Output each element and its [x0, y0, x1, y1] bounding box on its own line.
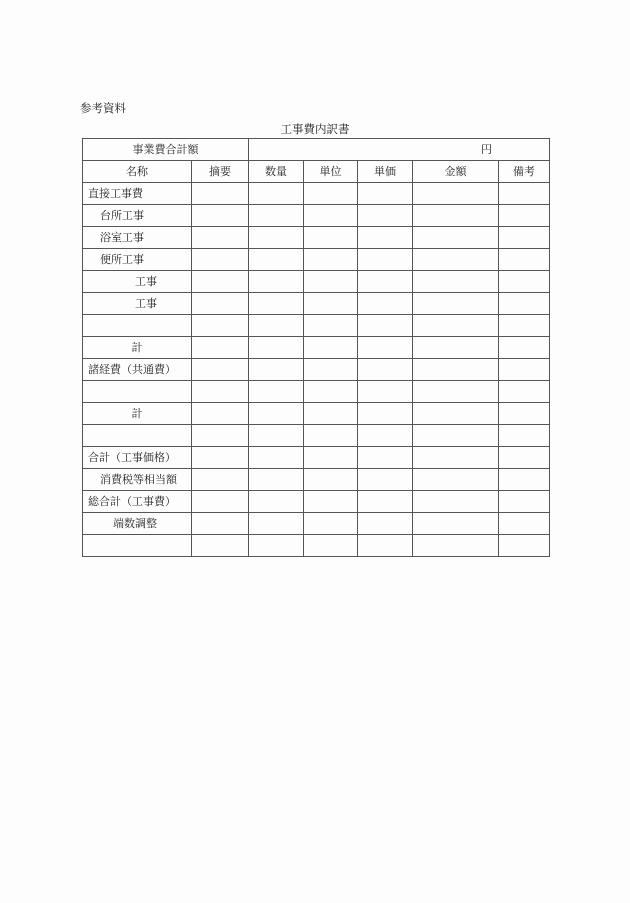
table-row: [83, 337, 550, 359]
unit-price-cell[interactable]: [358, 183, 413, 205]
quantity-cell[interactable]: [249, 491, 304, 513]
unit-cell[interactable]: [304, 535, 358, 557]
unit-price-cell[interactable]: [358, 337, 413, 359]
amount-cell[interactable]: [413, 293, 499, 315]
amount-cell[interactable]: [413, 469, 499, 491]
summary-cell[interactable]: [192, 447, 249, 469]
unit-cell[interactable]: [304, 491, 358, 513]
summary-amount-cell[interactable]: [249, 139, 550, 161]
quantity-cell[interactable]: [249, 337, 304, 359]
amount-cell[interactable]: [413, 447, 499, 469]
name-cell: 諸経費（共通費）: [83, 359, 192, 381]
unit-price-cell[interactable]: [358, 491, 413, 513]
table-row: [83, 183, 550, 205]
name-cell: 消費税等相当額: [83, 469, 192, 491]
amount-cell[interactable]: [413, 359, 499, 381]
remarks-cell[interactable]: [499, 271, 550, 293]
remarks-cell[interactable]: [499, 513, 550, 535]
quantity-cell[interactable]: [249, 271, 304, 293]
remarks-cell[interactable]: [499, 315, 550, 337]
remarks-cell[interactable]: [499, 491, 550, 513]
table-row: [83, 535, 550, 557]
unit-cell[interactable]: [304, 425, 358, 447]
unit-cell[interactable]: [304, 227, 358, 249]
table-row: [83, 491, 550, 513]
col-header-summary: 摘要: [192, 161, 249, 183]
unit-cell[interactable]: [304, 183, 358, 205]
unit-price-cell[interactable]: [358, 469, 413, 491]
unit-price-cell[interactable]: [358, 271, 413, 293]
remarks-cell[interactable]: [499, 535, 550, 557]
name-cell: 合計（工事価格）: [83, 447, 192, 469]
summary-cell[interactable]: [192, 403, 249, 425]
quantity-cell[interactable]: [249, 359, 304, 381]
quantity-cell[interactable]: [249, 293, 304, 315]
remarks-cell[interactable]: [499, 447, 550, 469]
amount-cell[interactable]: [413, 513, 499, 535]
quantity-cell[interactable]: [249, 227, 304, 249]
remarks-cell[interactable]: [499, 227, 550, 249]
summary-cell[interactable]: [192, 249, 249, 271]
summary-cell[interactable]: [192, 513, 249, 535]
remarks-cell[interactable]: [499, 359, 550, 381]
summary-cell[interactable]: [192, 227, 249, 249]
remarks-cell[interactable]: [499, 337, 550, 359]
col-header-name: 名称: [83, 161, 192, 183]
unit-cell[interactable]: [304, 403, 358, 425]
table-row: [83, 403, 550, 425]
name-cell: 直接工事費: [83, 183, 192, 205]
unit-price-cell[interactable]: [358, 227, 413, 249]
table-row: [83, 293, 550, 315]
quantity-cell[interactable]: [249, 249, 304, 271]
unit-cell[interactable]: [304, 359, 358, 381]
amount-cell[interactable]: [413, 535, 499, 557]
name-cell: 工事: [83, 271, 192, 293]
summary-label: 事業費合計額: [83, 139, 249, 161]
unit-price-cell[interactable]: [358, 513, 413, 535]
name-cell: 総合計（工事費）: [83, 491, 192, 513]
quantity-cell[interactable]: [249, 513, 304, 535]
amount-cell[interactable]: [413, 227, 499, 249]
table-row: [83, 359, 550, 381]
yen-unit: 円: [481, 143, 492, 156]
summary-row: [83, 139, 550, 161]
cost-breakdown-table: [82, 138, 550, 557]
table-row: [83, 381, 550, 403]
unit-cell[interactable]: [304, 337, 358, 359]
amount-cell[interactable]: [413, 183, 499, 205]
unit-price-cell[interactable]: [358, 403, 413, 425]
document-title: 工事費内訳書: [280, 122, 350, 136]
table-row: [83, 315, 550, 337]
table-row: [83, 447, 550, 469]
summary-cell[interactable]: [192, 535, 249, 557]
unit-price-cell[interactable]: [358, 293, 413, 315]
amount-cell[interactable]: [413, 271, 499, 293]
name-cell: 計: [83, 403, 192, 425]
table-row: [83, 469, 550, 491]
name-cell: 工事: [83, 293, 192, 315]
unit-price-cell[interactable]: [358, 359, 413, 381]
amount-cell[interactable]: [413, 249, 499, 271]
summary-cell[interactable]: [192, 491, 249, 513]
unit-cell[interactable]: [304, 469, 358, 491]
amount-cell[interactable]: [413, 381, 499, 403]
quantity-cell[interactable]: [249, 469, 304, 491]
unit-cell[interactable]: [304, 293, 358, 315]
summary-cell[interactable]: [192, 425, 249, 447]
summary-cell[interactable]: [192, 205, 249, 227]
unit-cell[interactable]: [304, 205, 358, 227]
name-cell: 便所工事: [83, 249, 192, 271]
summary-cell[interactable]: [192, 293, 249, 315]
quantity-cell[interactable]: [249, 425, 304, 447]
quantity-cell[interactable]: [249, 381, 304, 403]
quantity-cell[interactable]: [249, 535, 304, 557]
remarks-cell[interactable]: [499, 425, 550, 447]
name-cell: 計: [83, 337, 192, 359]
amount-cell[interactable]: [413, 425, 499, 447]
name-cell: 台所工事: [83, 205, 192, 227]
remarks-cell[interactable]: [499, 293, 550, 315]
summary-cell[interactable]: [192, 381, 249, 403]
unit-cell[interactable]: [304, 447, 358, 469]
remarks-cell[interactable]: [499, 403, 550, 425]
col-header-unit-price: 単価: [358, 161, 413, 183]
unit-price-cell[interactable]: [358, 535, 413, 557]
remarks-cell[interactable]: [499, 183, 550, 205]
amount-cell[interactable]: [413, 491, 499, 513]
col-header-amount: 金額: [413, 161, 499, 183]
unit-cell[interactable]: [304, 271, 358, 293]
table-row: [83, 271, 550, 293]
table-row: [83, 425, 550, 447]
table-row: [83, 249, 550, 271]
summary-cell[interactable]: [192, 271, 249, 293]
amount-cell[interactable]: [413, 403, 499, 425]
name-cell: 浴室工事: [83, 227, 192, 249]
quantity-cell[interactable]: [249, 403, 304, 425]
amount-cell[interactable]: [413, 337, 499, 359]
name-cell: [83, 315, 192, 337]
amount-cell[interactable]: [413, 315, 499, 337]
unit-price-cell[interactable]: [358, 381, 413, 403]
table-row: [83, 205, 550, 227]
summary-cell[interactable]: [192, 315, 249, 337]
name-cell: [83, 425, 192, 447]
remarks-cell[interactable]: [499, 381, 550, 403]
unit-cell[interactable]: [304, 513, 358, 535]
remarks-cell[interactable]: [499, 469, 550, 491]
unit-cell[interactable]: [304, 315, 358, 337]
table-row: [83, 227, 550, 249]
col-header-quantity: 数量: [249, 161, 304, 183]
quantity-cell[interactable]: [249, 315, 304, 337]
unit-price-cell[interactable]: [358, 425, 413, 447]
name-cell: [83, 381, 192, 403]
unit-cell[interactable]: [304, 249, 358, 271]
name-cell: 端数調整: [83, 513, 192, 535]
quantity-cell[interactable]: [249, 205, 304, 227]
summary-cell[interactable]: [192, 359, 249, 381]
name-cell: [83, 535, 192, 557]
remarks-cell[interactable]: [499, 205, 550, 227]
table-row: [83, 513, 550, 535]
unit-price-cell[interactable]: [358, 315, 413, 337]
unit-price-cell[interactable]: [358, 205, 413, 227]
quantity-cell[interactable]: [249, 447, 304, 469]
col-header-remarks: 備考: [499, 161, 550, 183]
remarks-cell[interactable]: [499, 249, 550, 271]
reference-label: 参考資料: [80, 101, 126, 115]
summary-cell[interactable]: [192, 469, 249, 491]
summary-cell[interactable]: [192, 183, 249, 205]
summary-cell[interactable]: [192, 337, 249, 359]
header-row: [83, 161, 550, 183]
col-header-unit: 単位: [304, 161, 358, 183]
unit-price-cell[interactable]: [358, 447, 413, 469]
quantity-cell[interactable]: [249, 183, 304, 205]
unit-price-cell[interactable]: [358, 249, 413, 271]
unit-cell[interactable]: [304, 381, 358, 403]
amount-cell[interactable]: [413, 205, 499, 227]
